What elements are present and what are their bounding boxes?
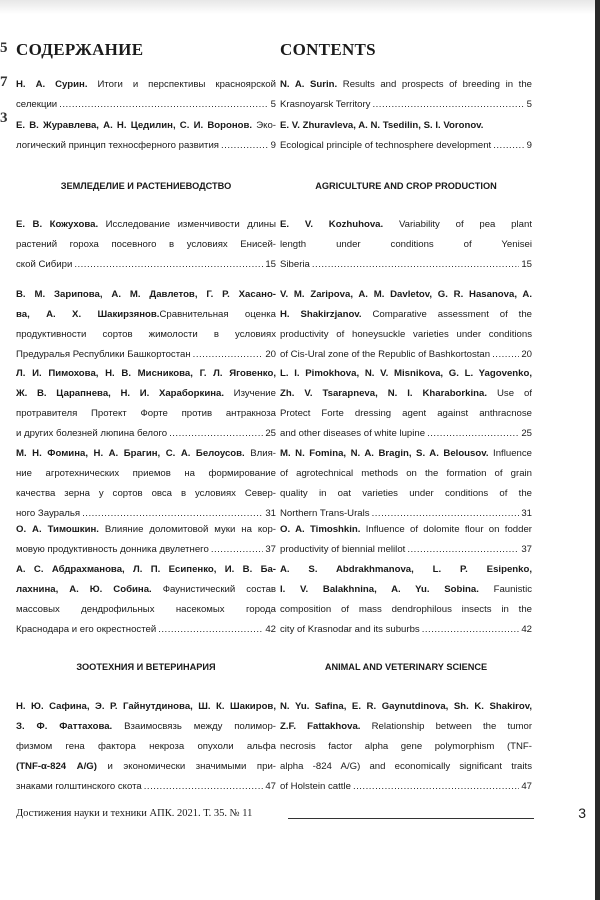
entry-first-line bbox=[16, 520, 276, 540]
entry-title-part: Влия- bbox=[244, 448, 276, 459]
entry-authors: З. Ф. Фаттахова. bbox=[16, 721, 113, 732]
entry-authors: N. Yu. Safina, E. R. Gaynutdinova, Sh. K. Shakirov, bbox=[280, 701, 532, 712]
left-edge-mark: 7 bbox=[0, 74, 8, 90]
toc-entry bbox=[280, 285, 532, 365]
entry-title-end: Краснодара и его окрестностей bbox=[16, 624, 157, 635]
toc-entry bbox=[280, 116, 532, 156]
footer-rule bbox=[288, 818, 534, 819]
toc-entry bbox=[16, 215, 276, 275]
entry-title-end: мовую продуктивность донника двулетнего bbox=[16, 544, 209, 555]
entry-title-end: of Cis-Ural zone of the Republic of Bashkortostan bbox=[280, 349, 491, 360]
entry-title-end: productivity of biennial melilot bbox=[280, 544, 406, 555]
entry-first-line bbox=[280, 364, 532, 384]
section-heading: ЗООТЕХНИЯ И ВЕТЕРИНАРИЯ bbox=[76, 662, 216, 672]
entry-last-line bbox=[16, 540, 276, 560]
entry-page-number: 15 bbox=[521, 259, 532, 270]
dot-leader bbox=[221, 136, 269, 156]
entry-page-number: 37 bbox=[265, 544, 276, 555]
entry-first-line bbox=[280, 560, 532, 580]
entry-authors: Л. И. Пимохова, Н. В. Мисникова, Г. Л. Яговенко, bbox=[16, 368, 276, 379]
entry-last-line bbox=[280, 95, 532, 115]
dot-leader bbox=[158, 620, 263, 640]
entry-page-number: 42 bbox=[265, 624, 276, 635]
left-edge-mark: 3 bbox=[0, 110, 8, 126]
left-edge-mark: 5 bbox=[0, 40, 8, 56]
journal-citation: Достижения науки и техники АПК. 2021. Т. 35. № 11 bbox=[16, 808, 253, 819]
entry-last-line bbox=[16, 620, 276, 640]
dot-leader bbox=[169, 424, 263, 444]
entry-authors: L. I. Pimokhova, N. V. Misnikova, G. L. Yagovenko, bbox=[280, 368, 532, 379]
entry-line: качества зерна у сортов овса в условиях Север- bbox=[16, 488, 276, 499]
dot-leader bbox=[211, 540, 264, 560]
entry-authors: H. Shakirzjanov. bbox=[280, 309, 362, 320]
entry-title-end: and other diseases of white lupine bbox=[280, 428, 426, 439]
entry-line: протравителя Протект Форте против антракноза bbox=[16, 408, 276, 419]
toc-entry bbox=[16, 364, 276, 444]
entry-authors: лахнина, А. Ю. Собина. bbox=[16, 584, 152, 595]
entry-line: quality in oat varieties under conditions of the bbox=[280, 488, 532, 499]
entry-line: productivity of honeysuckle varieties under conditions bbox=[280, 329, 532, 340]
toc-entry bbox=[280, 444, 532, 524]
dot-leader bbox=[427, 424, 519, 444]
entry-page-number: 20 bbox=[521, 349, 532, 360]
entry-line bbox=[16, 717, 276, 737]
entry-title-end: ской Сибири bbox=[16, 259, 73, 270]
toc-entry bbox=[280, 560, 532, 640]
entry-title-part: Влияние доломитовой муки на кор- bbox=[98, 524, 276, 535]
dot-leader bbox=[193, 345, 264, 365]
entry-page-number: 42 bbox=[521, 624, 532, 635]
entry-last-line bbox=[16, 424, 276, 444]
entry-page-number: 20 bbox=[265, 349, 276, 360]
entry-last-line bbox=[280, 345, 532, 365]
section-heading: AGRICULTURE AND CROP PRODUCTION bbox=[315, 181, 497, 191]
entry-page-number: 25 bbox=[265, 428, 276, 439]
entry-page-number: 31 bbox=[521, 508, 532, 519]
entry-first-line bbox=[16, 697, 276, 717]
entry-first-line bbox=[280, 697, 532, 717]
entry-first-line bbox=[16, 364, 276, 384]
entry-line: массовых дендрофильных насекомых города bbox=[16, 604, 276, 615]
entry-title-end: знаками голштинского скота bbox=[16, 781, 142, 792]
entry-last-line bbox=[280, 540, 532, 560]
entry-title-end: и других болезней люпина белого bbox=[16, 428, 168, 439]
entry-line bbox=[280, 305, 532, 325]
entry-line bbox=[16, 384, 276, 404]
section-heading: ANIMAL AND VETERINARY SCIENCE bbox=[324, 662, 488, 672]
entry-authors: М. Н. Фомина, Н. А. Брагин, С. А. Белоусов. bbox=[16, 448, 245, 459]
entry-authors: ва, А. Х. Шакирзянов. bbox=[16, 309, 160, 320]
toc-entry bbox=[280, 697, 532, 797]
entry-first-line bbox=[280, 520, 532, 540]
toc-entry bbox=[280, 520, 532, 560]
entry-line bbox=[16, 305, 276, 325]
entry-title-part: Исследование изменчивости длины bbox=[98, 219, 276, 230]
entry-authors: Е. В. Кожухова. bbox=[16, 219, 99, 230]
entry-first-line bbox=[280, 116, 532, 136]
page-footer bbox=[16, 805, 586, 828]
entry-line: composition of mass dendrophilous insects in the bbox=[280, 604, 532, 615]
entry-title-part: Comparative assessment of the bbox=[361, 309, 532, 320]
entry-first-line bbox=[16, 215, 276, 235]
entry-title-part: Изучение bbox=[224, 388, 276, 399]
entry-title-part: Influence of dolomite flour on fodder bbox=[360, 524, 532, 535]
entry-authors: Е. В. Журавлева, А. Н. Цедилин, С. И. Воронов. bbox=[16, 120, 253, 131]
page-number: 3 bbox=[578, 805, 586, 821]
contents-heading: СОДЕРЖАНИЕ bbox=[16, 40, 144, 59]
entry-authors: О. А. Тимошкин. bbox=[16, 524, 99, 535]
scan-edge-bar bbox=[595, 0, 600, 900]
entry-page-number: 5 bbox=[526, 99, 532, 110]
entry-title-end: селекции bbox=[16, 99, 58, 110]
entry-authors: I. V. Balakhnina, A. Yu. Sobina. bbox=[280, 584, 479, 595]
entry-last-line bbox=[280, 255, 532, 275]
entry-first-line bbox=[16, 116, 276, 136]
entry-authors: Zh. V. Tsarapneva, N. I. Kharaborkina. bbox=[280, 388, 488, 399]
entry-title-part: Use of bbox=[487, 388, 532, 399]
toc-entry bbox=[16, 444, 276, 524]
entry-line bbox=[280, 580, 532, 600]
entry-authors: M. N. Fomina, N. A. Bragin, S. A. Belousov. bbox=[280, 448, 489, 459]
dot-leader bbox=[492, 345, 519, 365]
entry-first-line bbox=[280, 444, 532, 464]
entry-first-line bbox=[16, 444, 276, 464]
dot-leader bbox=[407, 540, 519, 560]
entry-title-part: Итоги и перспективы красноярской bbox=[87, 79, 276, 90]
entry-last-line bbox=[16, 777, 276, 797]
entry-last-line bbox=[280, 424, 532, 444]
dot-leader bbox=[59, 95, 268, 115]
entry-authors: O. A. Timoshkin. bbox=[280, 524, 361, 535]
dot-leader bbox=[74, 255, 263, 275]
entry-authors: Ж. В. Царапнева, Н. И. Хараборкина. bbox=[16, 388, 225, 399]
dot-leader bbox=[144, 777, 264, 797]
entry-title-part: Эко- bbox=[252, 120, 276, 131]
entry-line bbox=[280, 717, 532, 737]
entry-first-line bbox=[16, 75, 276, 95]
toc-entry bbox=[16, 697, 276, 797]
entry-last-line bbox=[16, 95, 276, 115]
entry-title-end: Northern Trans-Urals bbox=[280, 508, 370, 519]
entry-line: length under conditions of Yenisei bbox=[280, 239, 532, 250]
toc-entry bbox=[16, 520, 276, 560]
dot-leader bbox=[312, 255, 519, 275]
entry-page-number: 9 bbox=[270, 140, 276, 151]
entry-authors: Н. А. Сурин. bbox=[16, 79, 88, 90]
entry-first-line bbox=[16, 560, 276, 580]
entry-title-part: Variability of pea plant bbox=[383, 219, 532, 230]
entry-title-end: Ecological principle of technosphere development bbox=[280, 140, 492, 151]
entry-line bbox=[280, 384, 532, 404]
entry-title-end: логический принцип техносферного развития bbox=[16, 140, 220, 151]
entry-title-end: of Holstein cattle bbox=[280, 781, 351, 792]
entry-authors: В. М. Зарипова, А. М. Давлетов, Г. Р. Хасано- bbox=[16, 289, 276, 300]
toc-entry bbox=[280, 364, 532, 444]
dot-leader bbox=[353, 777, 519, 797]
entry-line: of agrotechnical methods on the formation of grain bbox=[280, 468, 532, 479]
entry-page-number: 5 bbox=[270, 99, 276, 110]
entry-page-number: 25 bbox=[521, 428, 532, 439]
entry-authors: A. S. Abdrakhmanova, L. P. Esipenko, bbox=[280, 564, 532, 575]
entry-page-number: 9 bbox=[526, 140, 532, 151]
entry-page-number: 15 bbox=[265, 259, 276, 270]
toc-entry bbox=[16, 75, 276, 115]
entry-last-line bbox=[280, 136, 532, 156]
entry-first-line bbox=[280, 75, 532, 95]
entry-title-end: city of Krasnodar and its suburbs bbox=[280, 624, 420, 635]
dot-leader bbox=[372, 95, 524, 115]
entry-title-part: Results and prospects of breeding in the bbox=[337, 79, 532, 90]
toc-entry bbox=[16, 116, 276, 156]
entry-authors: А. С. Абдрахманова, Л. П. Есипенко, И. В. Ба- bbox=[16, 564, 276, 575]
entry-line: ние агротехнических приемов на формирование bbox=[16, 468, 276, 479]
entry-line: растений гороха посевного в условиях Енисей- bbox=[16, 239, 276, 250]
page-top-shadow bbox=[0, 0, 600, 14]
entry-title-part: Faunistic bbox=[478, 584, 532, 595]
entry-last-line bbox=[280, 620, 532, 640]
entry-title-part: и экономически значимыми при- bbox=[96, 761, 276, 772]
entry-line: физмом гена фактора некроза опухоли альфа bbox=[16, 741, 276, 752]
toc-entry bbox=[280, 75, 532, 115]
entry-first-line bbox=[280, 215, 532, 235]
toc-entry bbox=[280, 215, 532, 275]
entry-authors: Z.F. Fattakhova. bbox=[280, 721, 361, 732]
section-heading: ЗЕМЛЕДЕЛИЕ И РАСТЕНИЕВОДСТВО bbox=[60, 181, 232, 191]
entry-authors: V. M. Zaripova, A. M. Davletov, G. R. Hasanova, A. bbox=[280, 289, 532, 300]
entry-line: necrosis factor alpha gene polymorphism (TNF- bbox=[280, 741, 532, 752]
entry-authors: Н. Ю. Сафина, Э. Р. Гайнутдинова, Ш. К. Шакиров, bbox=[16, 701, 276, 712]
entry-title-end: Предуралья Республики Башкортостан bbox=[16, 349, 191, 360]
entry-authors: (TNF-α-824 A/G) bbox=[16, 761, 97, 772]
entry-title-part: Взаимосвязь между полимор- bbox=[112, 721, 276, 732]
entry-line bbox=[16, 757, 276, 777]
toc-entry bbox=[16, 285, 276, 365]
dot-leader bbox=[422, 620, 520, 640]
entry-last-line bbox=[16, 345, 276, 365]
entry-line: alpha -824 A/G) and economically significant traits bbox=[280, 761, 532, 772]
entry-authors: E. V. Zhuravleva, A. N. Tsedilin, S. I. Voronov. bbox=[280, 120, 484, 131]
entry-title-end: ного Зауралья bbox=[16, 508, 81, 519]
entry-title-part: Фаунистический состав bbox=[151, 584, 276, 595]
entry-line: продуктивности сортов жимолости в условиях bbox=[16, 329, 276, 340]
entry-authors: N. A. Surin. bbox=[280, 79, 338, 90]
entry-page-number: 37 bbox=[521, 544, 532, 555]
entry-page-number: 47 bbox=[265, 781, 276, 792]
entry-last-line bbox=[16, 255, 276, 275]
entry-last-line bbox=[16, 136, 276, 156]
entry-line bbox=[16, 580, 276, 600]
entry-title-part: Influence bbox=[488, 448, 532, 459]
contents-heading: CONTENTS bbox=[280, 40, 376, 59]
entry-first-line bbox=[280, 285, 532, 305]
entry-title-end: Krasnoyarsk Territory bbox=[280, 99, 371, 110]
dot-leader bbox=[493, 136, 524, 156]
entry-page-number: 31 bbox=[265, 508, 276, 519]
entry-title-end: Siberia bbox=[280, 259, 310, 270]
entry-title-part: Relationship between the tumor bbox=[360, 721, 532, 732]
entry-authors: E. V. Kozhuhova. bbox=[280, 219, 384, 230]
entry-first-line bbox=[16, 285, 276, 305]
entry-page-number: 47 bbox=[521, 781, 532, 792]
entry-title-part: Сравнительная оценка bbox=[159, 309, 276, 320]
entry-last-line bbox=[280, 777, 532, 797]
toc-entry bbox=[16, 560, 276, 640]
entry-line: Protect Forte dressing agent against anthracnose bbox=[280, 408, 532, 419]
